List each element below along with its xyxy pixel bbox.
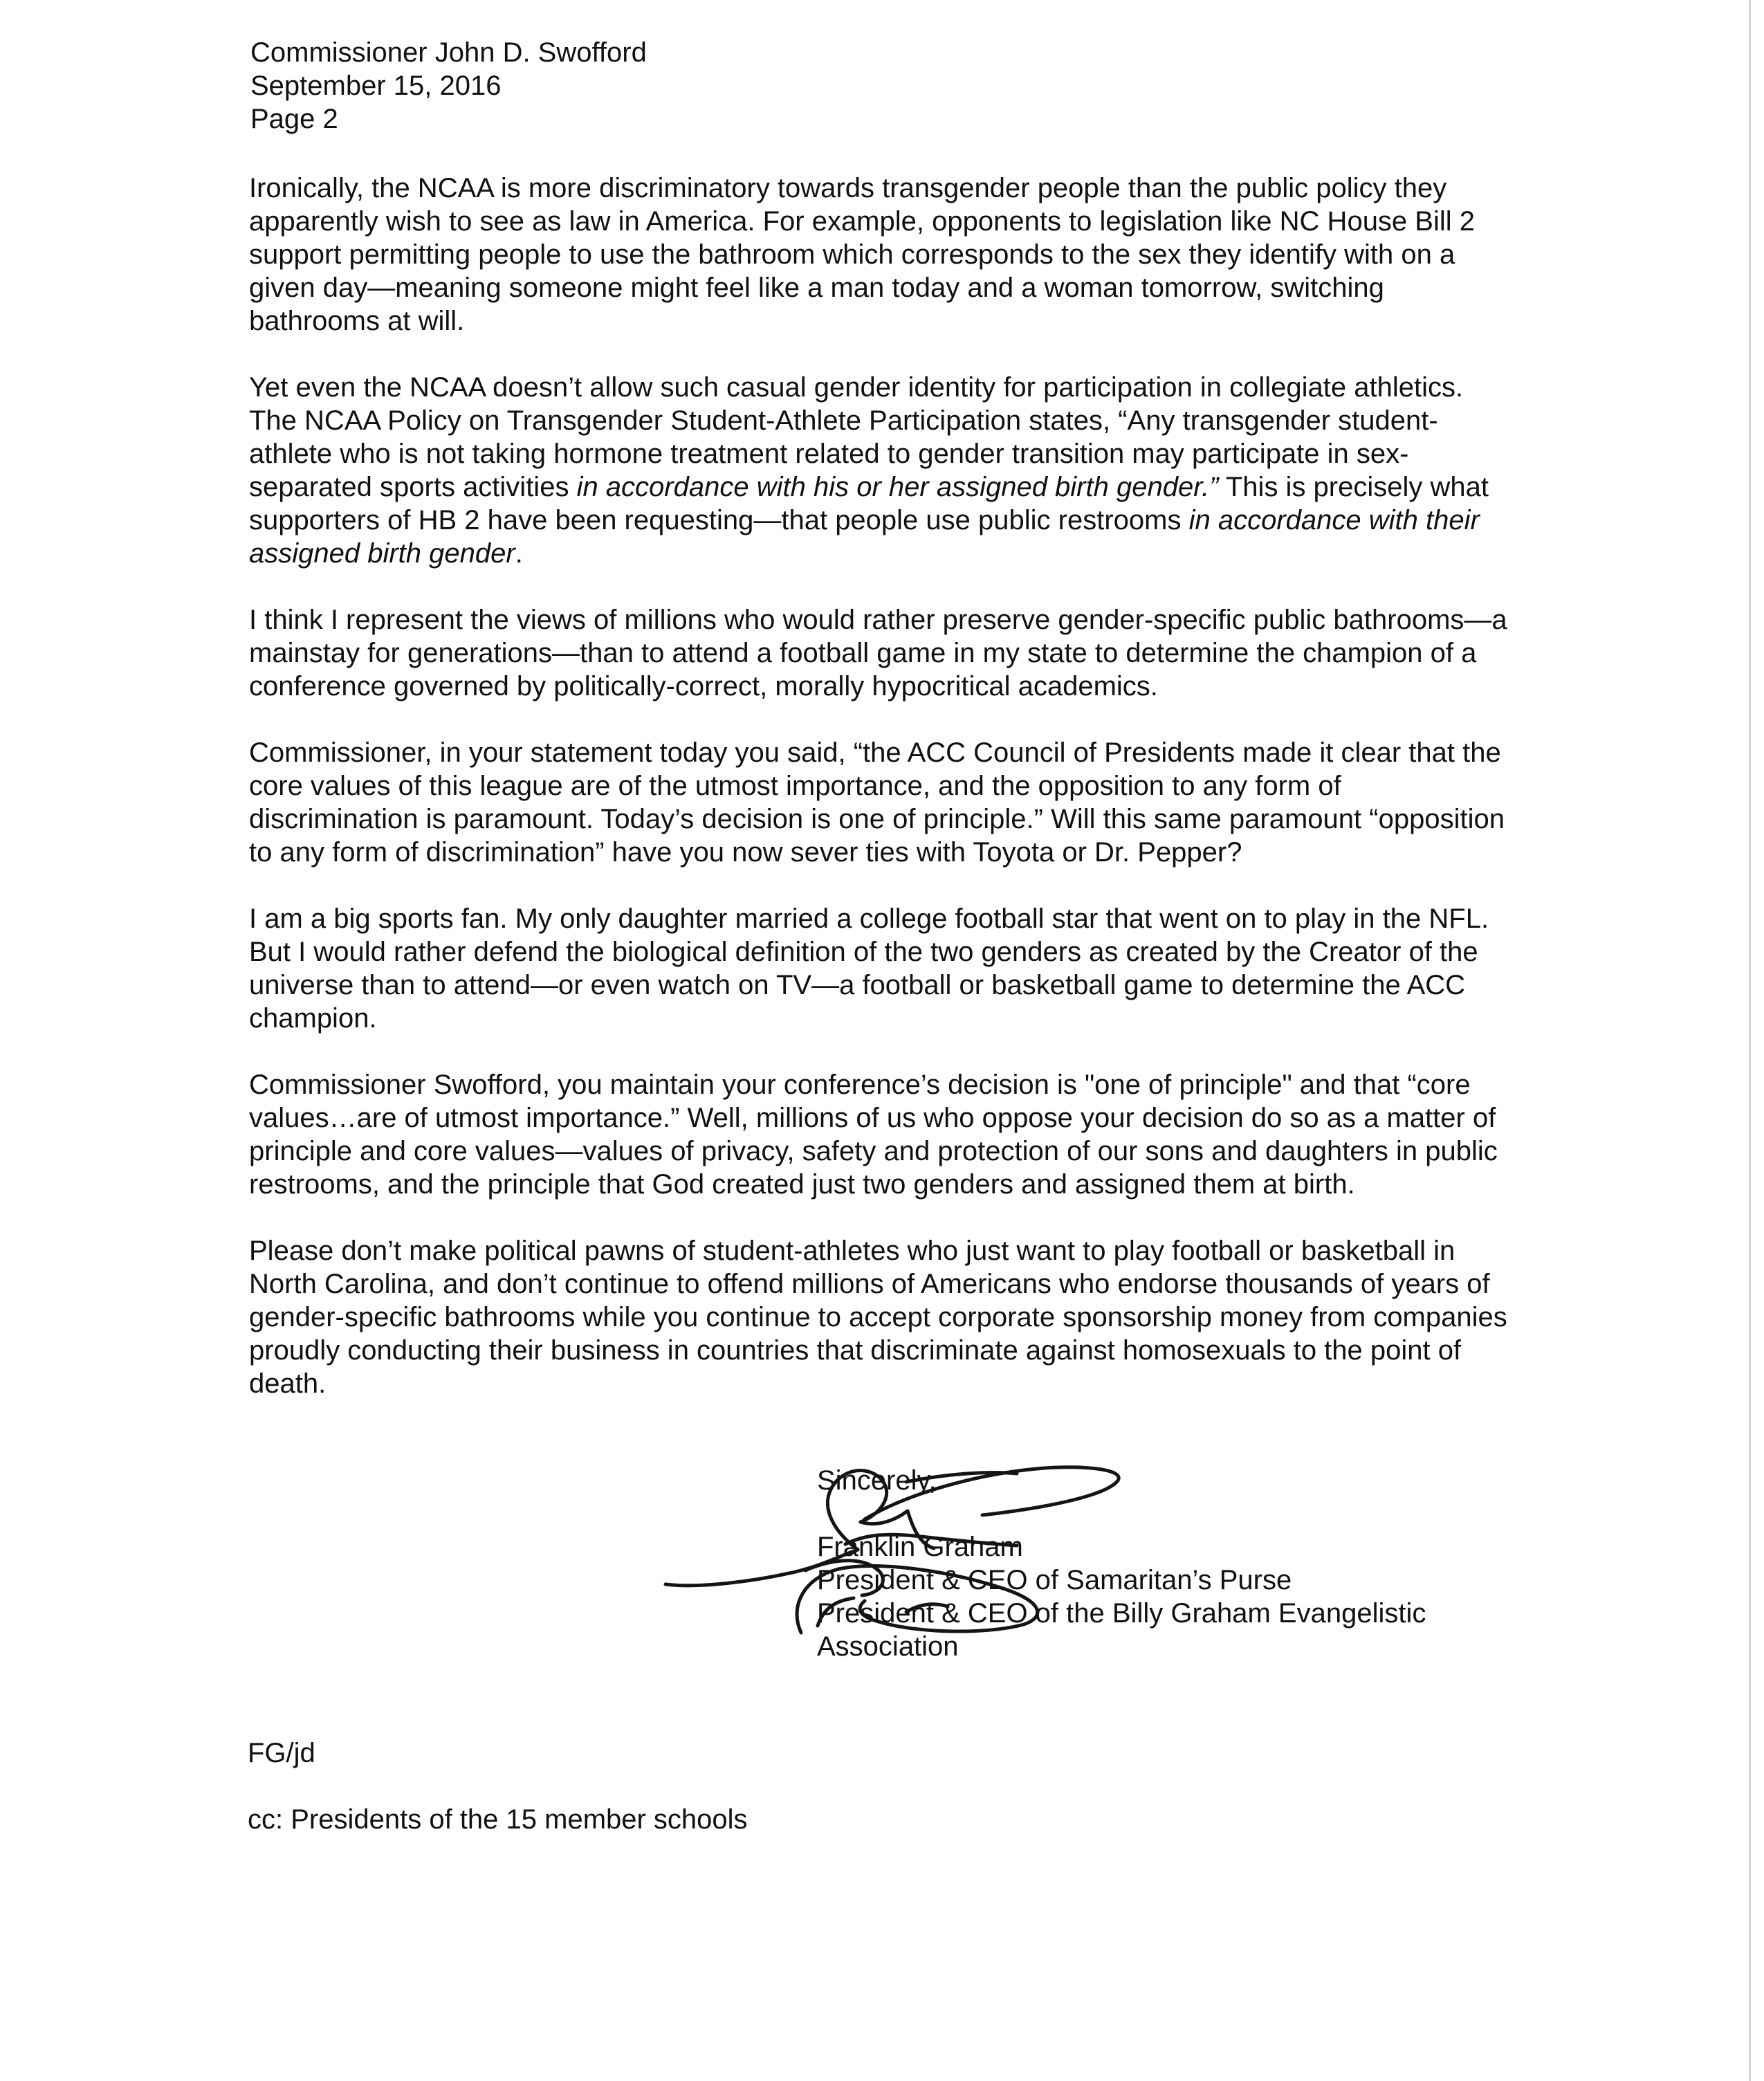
carbon-copy-line: cc: Presidents of the 15 member schools <box>248 1804 748 1835</box>
paragraph-3: I think I represent the views of millions who would rather preserve gender-specific public bathrooms—a mainstay for generations—than to attend a football game in my state to determine the champion of a conference governed by politically-correct, morally hypocritical academics. <box>249 605 1507 702</box>
page-edge <box>1749 0 1751 2081</box>
paragraph-2-end: . <box>515 538 523 569</box>
page-number: Page 2 <box>250 104 338 134</box>
signer-title-1: President & CEO of Samaritan’s Purse <box>817 1565 1292 1595</box>
paragraph-1: Ironically, the NCAA is more discriminatory towards transgender people than the public policy they apparently wish to see as law in America. For example, opponents to legislation like NC House Bill 2 support permitting people to use the bathroom which corresponds to the sex they identify with on a given day—meaning someone might feel like a man today and a woman tomorrow, switching bathrooms at will. <box>249 173 1475 336</box>
paragraph-2 <box>249 371 1508 570</box>
addressee: Commissioner John D. Swofford <box>250 37 647 68</box>
signer-name: Franklin Graham <box>817 1532 1023 1562</box>
letter-date: September 15, 2016 <box>250 71 502 101</box>
paragraph-2-restroom-italic: in accordance with their assigned birth gender <box>249 505 1480 569</box>
salutation: Sincerely, <box>817 1465 937 1496</box>
paragraph-2-part-a: Yet even the NCAA doesn’t allow such casual gender identity for participation in collegiate athletics. The NCAA Policy on Transgender Student-Athlete Participation states, “Any transgender student-athlete who is not taking hormone treatment related to gender transition may participate in sex-separated sports activities <box>249 372 1464 502</box>
paragraph-6: Commissioner Swofford, you maintain your conference’s decision is "one of principle" and that “core values…are of utmost importance.” Well, millions of us who oppose your decision do so as a matter of principle and core values—values of privacy, safety and protection of our sons and daughters in public restrooms, and the principle that God created just two genders and assigned them at birth. <box>249 1070 1498 1200</box>
typist-initials: FG/jd <box>248 1738 315 1768</box>
handwritten-signature <box>657 1453 1141 1660</box>
letter-header <box>250 36 647 136</box>
paragraph-4: Commissioner, in your statement today you said, “the ACC Council of Presidents made it clear that the core values of this league are of the utmost importance, and the opposition to any form of discrimination is paramount. Today’s decision is one of principle.” Will this same paramount “opposition to any form of discrimination” have you now sever ties with Toyota or Dr. Pepper? <box>249 737 1505 868</box>
paragraph-2-part-c: This is precisely what supporters of HB 2 have been requesting—that people use public restrooms <box>249 472 1489 535</box>
signer-title-3: Association <box>817 1631 959 1662</box>
paragraph-7: Please don’t make political pawns of student-athletes who just want to play football or basketball in North Carolina, and don’t continue to offend millions of Americans who endorse thousands of years of gender-specific bathrooms while you continue to accept corporate sponsorship money from companies proudly conducting their business in countries that discriminate against homosexuals to the point of death. <box>249 1236 1507 1399</box>
signer-title-2: President & CEO of the Billy Graham Evangelistic <box>817 1598 1426 1629</box>
letter-body <box>249 172 1508 1433</box>
paragraph-2-quote-italic: in accordance with his or her assigned birth gender.” <box>576 472 1219 502</box>
paragraph-5: I am a big sports fan. My only daughter married a college football star that went on to play in the NFL. But I would rather defend the biological definition of the two genders as created by the Creator of the universe than to attend—or even watch on TV—a football or basketball game to determine the ACC champion. <box>249 904 1489 1034</box>
